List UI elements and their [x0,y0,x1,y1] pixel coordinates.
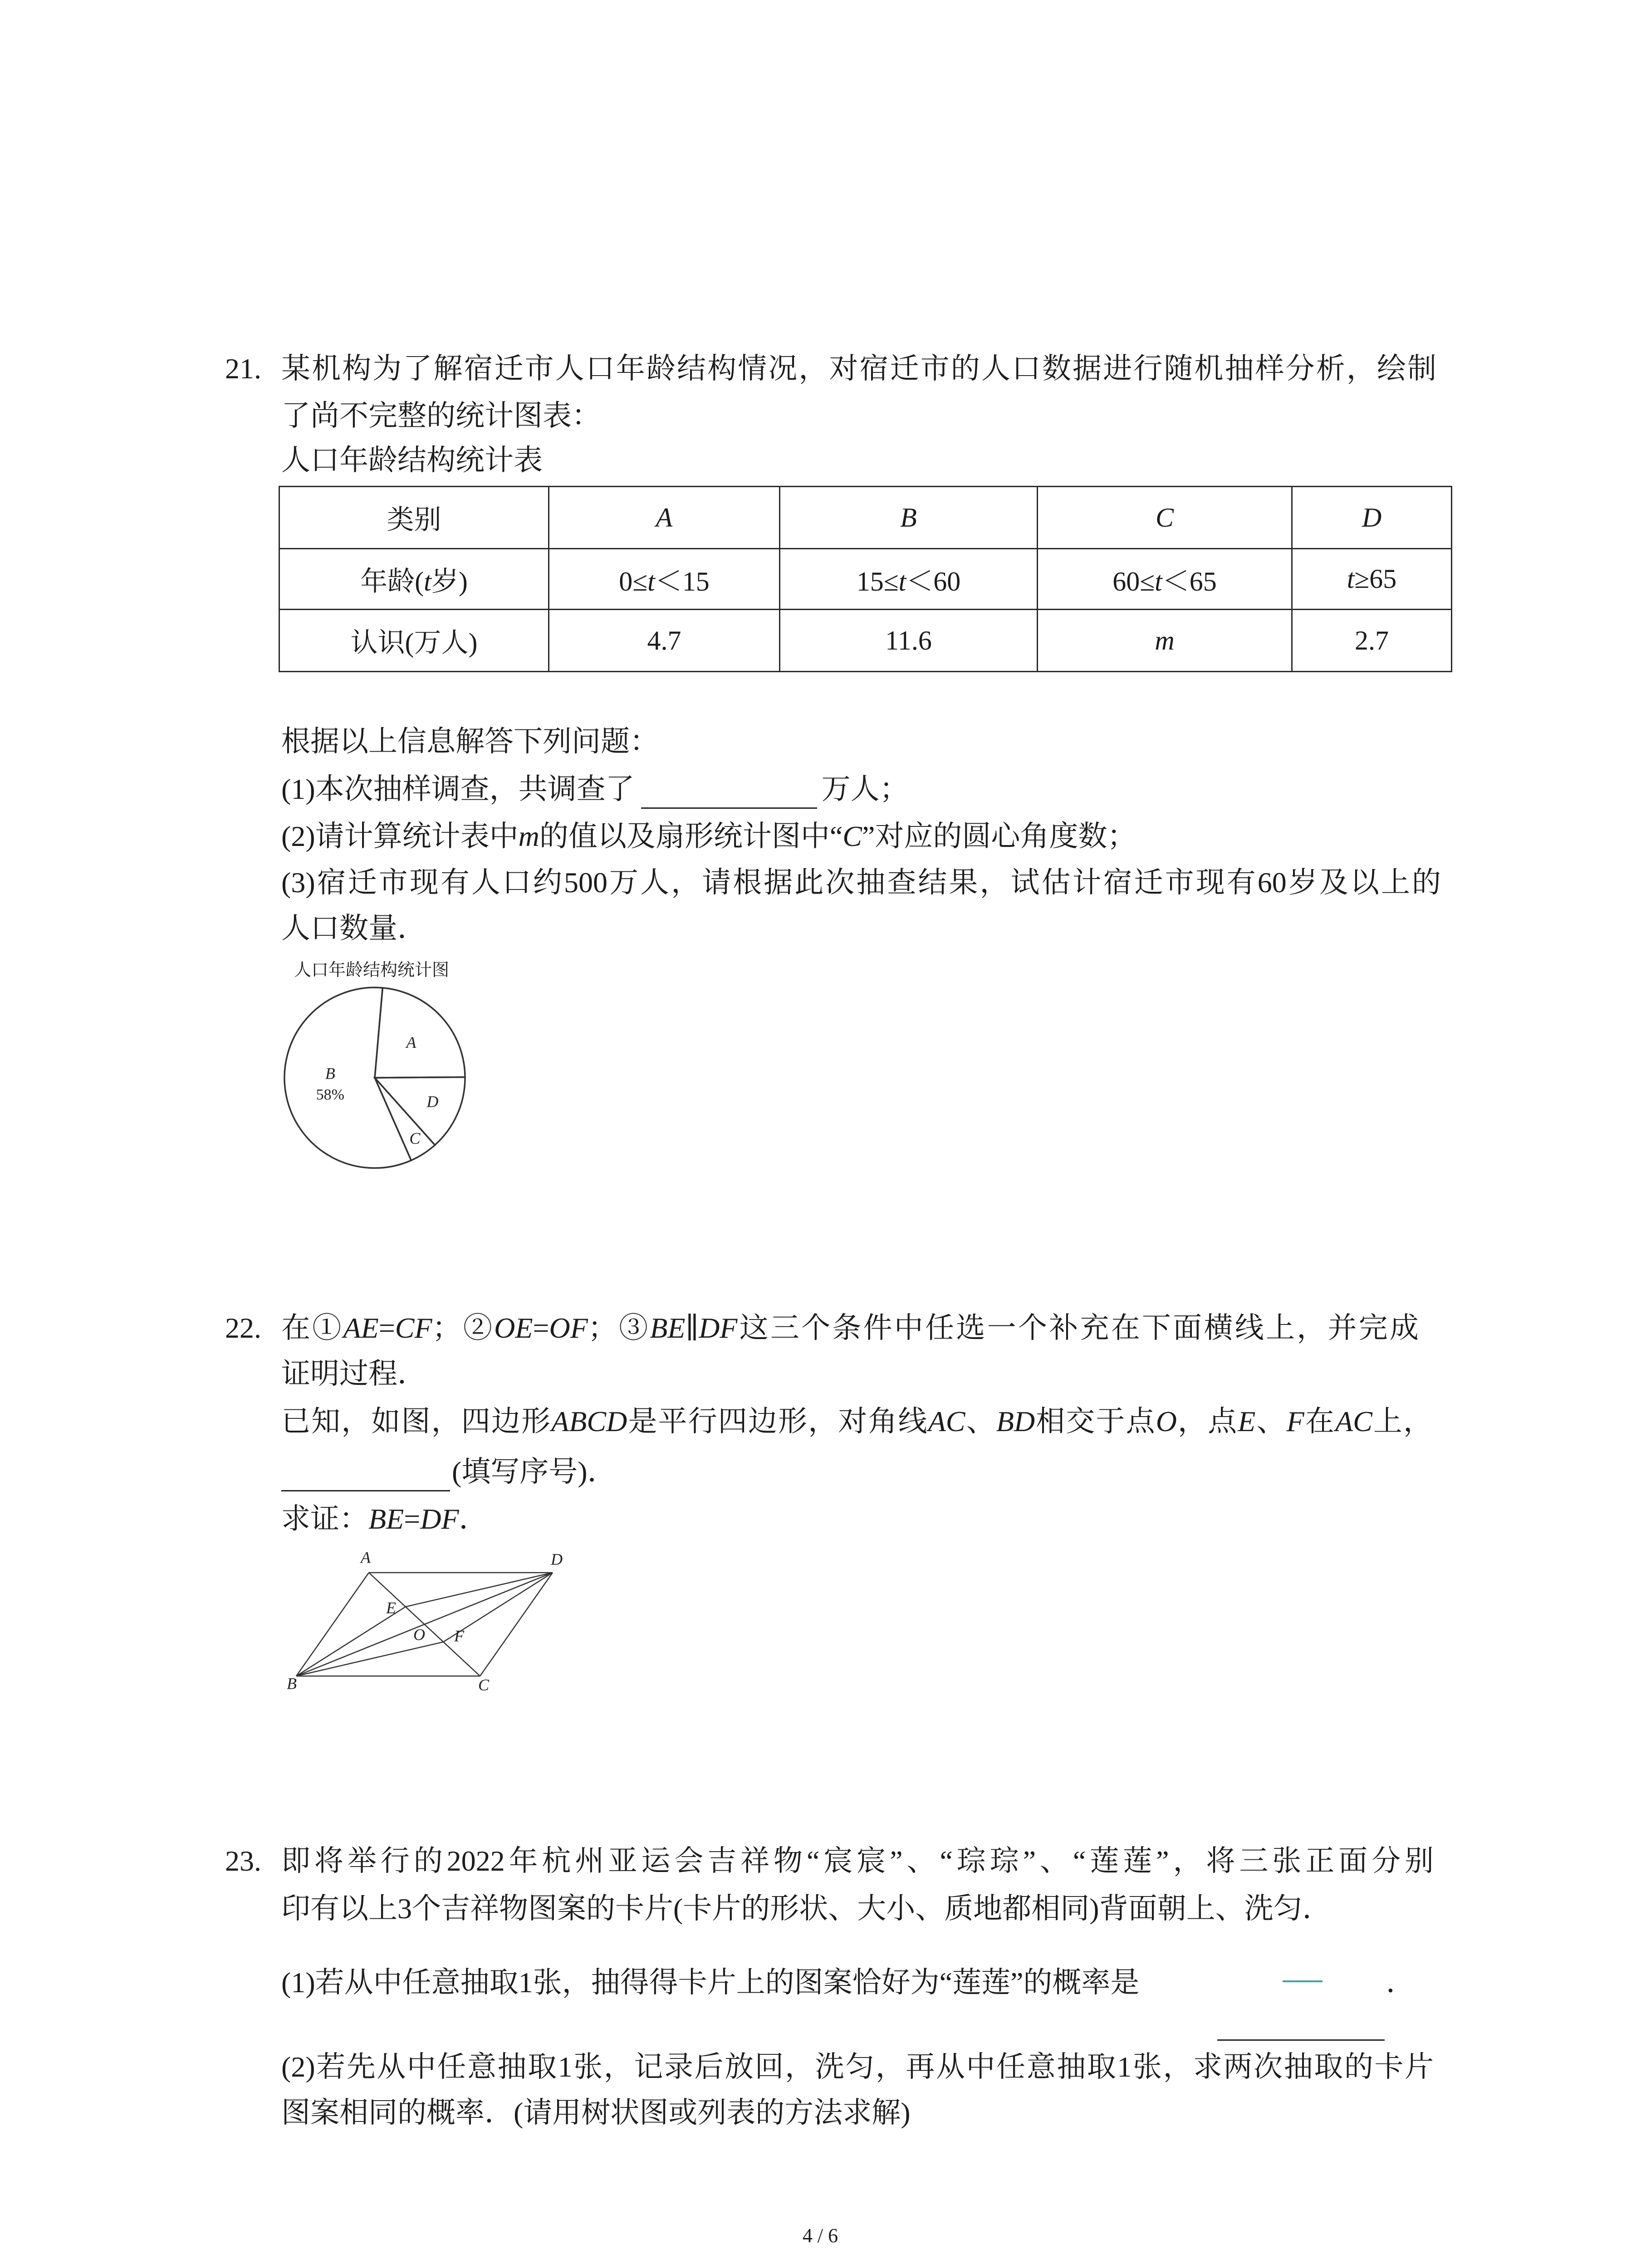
math-variable: BE [650,1312,686,1344]
math-variable: AC [928,1405,965,1437]
point-label-o: O [413,1625,425,1644]
question-22-number: 22. [225,1312,261,1344]
pie-value-label-b: 58% [316,1086,344,1104]
question-21-number: 21. [225,352,261,385]
table-cell: 4.7 [549,610,780,672]
question-21-part-3-line-1: (3)宿迁市现有人口约500万人，请根据此次抽查结果，试估计宿迁市现有60岁及以上的 [281,866,1441,899]
table-row [279,610,1452,672]
side-dc [480,1573,553,1676]
math-variable: ABCD [551,1405,627,1437]
math-variable: C [1155,502,1174,533]
table-cell: 15≤t＜60 [780,549,1038,610]
point-label-e: E [386,1598,396,1617]
pie-label-d: D [426,1092,439,1111]
part-1-end-mark: ． [1386,1966,1415,1999]
math-variable: F [1286,1405,1304,1437]
table-cell: 60≤t＜65 [1038,549,1292,610]
math-variable: D [1362,502,1382,533]
math-variable: C [843,820,862,852]
table-cell: 0≤t＜15 [549,549,780,610]
segment-be [296,1607,406,1676]
segment-bf [296,1642,443,1676]
pie-slice-a [375,988,465,1078]
math-variable: DF [420,1503,459,1535]
parallelogram-figure [272,1542,590,1706]
point-label-b: B [287,1674,297,1693]
table-header-row [279,487,1452,549]
math-variable: m [1155,625,1175,655]
table-header-cell [780,487,1038,549]
math-variable: AC [1335,1405,1372,1437]
math-variable: O [1156,1405,1177,1437]
question-22-given: 已知，如图，四边形ABCD是平行四边形，对角线AC、BD相交于点O，点E、F在AC上， [281,1405,1433,1437]
page-number: 4 / 6 [802,2224,838,2247]
table-header-cell [549,487,780,549]
table-row [279,549,1452,610]
side-ab [296,1573,369,1676]
age-structure-pie-chart [270,973,479,1182]
question-21-part-2: (2)请计算统计表中m的值以及扇形统计图中“C”对应的圆心角度数； [281,820,1136,852]
math-variable: CF [395,1312,432,1344]
part-1-text: (1)本次抽样调查，共调查了 [281,773,635,805]
question-23-part-2-line-1: (2)若先从中任意抽取1张，记录后放回，洗匀，再从中任意抽取1张，求两次抽取的卡片 [281,2051,1434,2083]
table-cell: t≥65 [1292,549,1452,610]
question-23-stem-line-2: 印有以上3个吉祥物图案的卡片(卡片的形状、大小、质地都相同)背面朝上、洗匀． [281,1892,1332,1925]
question-21-prompt: 根据以上信息解答下列问题： [281,725,659,758]
point-label-f: F [454,1627,464,1645]
math-variable: A [656,502,673,533]
part-1-unit: 万人； [821,773,909,805]
math-variable: t [647,566,655,596]
pie-label-a: A [406,1033,416,1052]
question-23-part-1: (1)若从中任意抽取1张，抽得得卡片上的图案恰好为“莲莲”的概率是 [281,1966,1140,1999]
answer-fraction-bar [1283,1980,1323,1982]
point-label-c: C [478,1676,490,1694]
question-21-stem-line-2: 了尚不完整的统计图表： [281,400,601,432]
table-cell: 年龄(t岁) [279,549,549,610]
math-variable: BD [996,1405,1035,1437]
math-variable: t [898,566,906,596]
math-variable: t [1155,566,1162,596]
table-cell: 认识(万人) [279,610,549,672]
diagonal-bd [296,1573,553,1676]
math-variable: t [424,566,431,596]
question-22-blank-line [281,1452,617,1492]
math-variable: E [1238,1405,1256,1437]
math-variable: B [900,502,917,533]
math-variable: OF [549,1312,588,1344]
question-21-stem-line-1: 某机构为了解宿迁市人口年龄结构情况，对宿迁市的人口数据进行随机抽样分析，绘制 [281,352,1436,385]
question-22-stem-line-2: 证明过程． [281,1358,426,1390]
question-22-prove: 求证：BE=DF． [281,1503,488,1535]
point-label-d: D [551,1550,563,1569]
question-23-stem-line-1: 即将举行的2022年杭州亚运会吉祥物“宸宸”、“琮琮”、“莲莲”，将三张正面分别 [281,1845,1434,1877]
question-21-part-3-line-2: 人口数量． [281,912,426,944]
answer-blank [641,803,817,809]
table-cell: 11.6 [780,610,1038,672]
table-title: 人口年龄结构统计表 [281,444,543,476]
point-label-a: A [361,1548,371,1567]
question-21-part-1 [281,769,909,810]
pie-chart-title: 人口年龄结构统计图 [294,960,449,980]
pie-label-c: C [409,1129,421,1148]
table-header-cell [1292,487,1452,549]
age-structure-table [279,486,1452,672]
table-cell: 2.7 [1292,610,1452,672]
answer-blank [281,1486,450,1491]
table-header-cell [1038,487,1292,549]
table-cell [1038,610,1292,672]
math-variable: BE [368,1503,404,1535]
math-variable: DF [699,1312,738,1344]
question-23-part-2-line-2: 图案相同的概率．(请用树状图或列表的方法求解) [281,2097,911,2129]
math-variable: t [1347,564,1355,594]
question-22-stem-line-1: 在①AE=CF；②OE=OF；③BE∥DF这三个条件中任选一个补充在下面横线上，并完成 [281,1312,1419,1344]
answer-blank [1217,2039,1385,2041]
segment-de [406,1573,553,1607]
pie-slice-c [375,1078,435,1160]
pie-label-b: B [325,1064,335,1083]
table-header-cell: 类别 [279,487,549,549]
blank-note: (填写序号)． [452,1456,617,1488]
math-variable: OE [494,1312,533,1344]
math-variable: AE [343,1312,379,1344]
math-variable: m [518,820,539,852]
question-23-number: 23. [225,1845,261,1877]
